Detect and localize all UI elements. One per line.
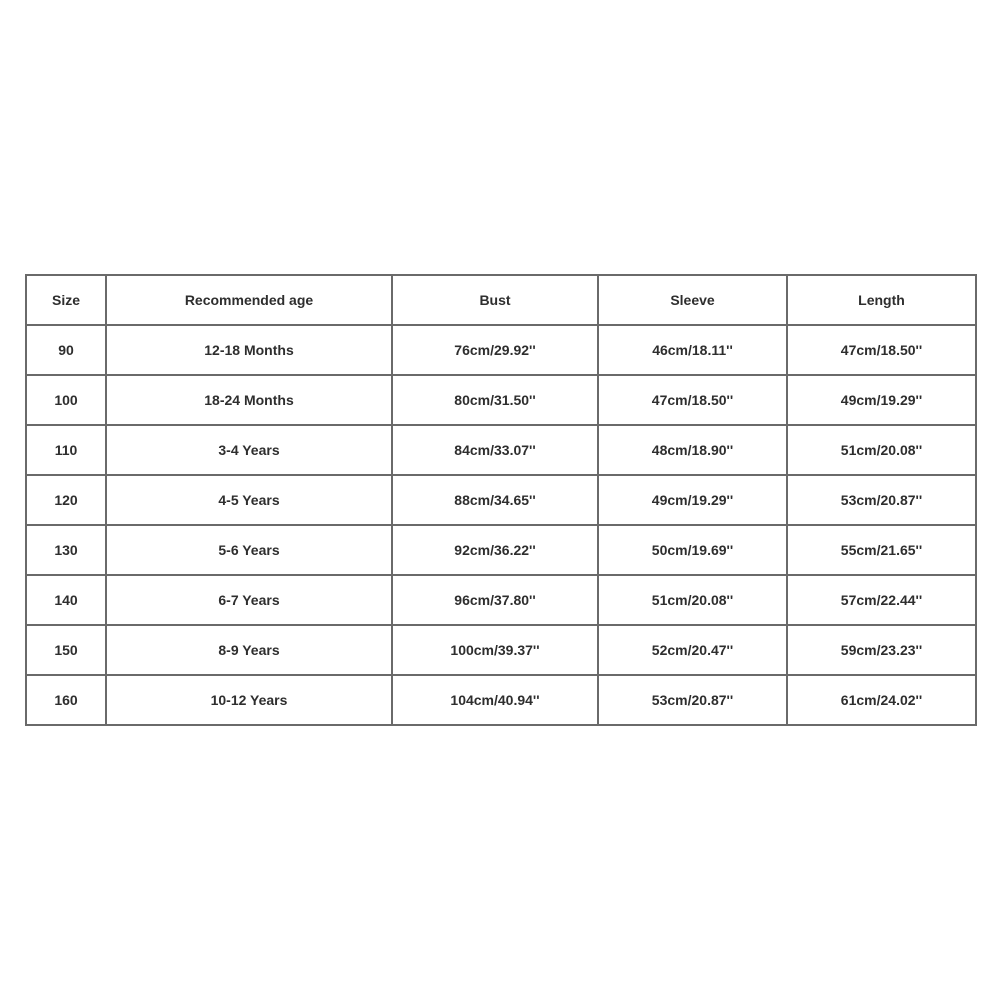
header-bust: Bust — [392, 275, 598, 325]
cell-length: 51cm/20.08'' — [787, 425, 976, 475]
table-row — [26, 625, 976, 675]
cell-size: 140 — [26, 575, 106, 625]
cell-sleeve: 46cm/18.11'' — [598, 325, 787, 375]
cell-size: 90 — [26, 325, 106, 375]
header-recommended-age: Recommended age — [106, 275, 392, 325]
cell-length: 57cm/22.44'' — [787, 575, 976, 625]
table-row — [26, 575, 976, 625]
cell-recommended-age: 12-18 Months — [106, 325, 392, 375]
cell-recommended-age: 3-4 Years — [106, 425, 392, 475]
cell-recommended-age: 4-5 Years — [106, 475, 392, 525]
header-size: Size — [26, 275, 106, 325]
cell-size: 130 — [26, 525, 106, 575]
cell-bust: 76cm/29.92'' — [392, 325, 598, 375]
cell-bust: 96cm/37.80'' — [392, 575, 598, 625]
table-row — [26, 325, 976, 375]
cell-bust: 88cm/34.65'' — [392, 475, 598, 525]
table-header-row — [26, 275, 976, 325]
table-row — [26, 425, 976, 475]
cell-sleeve: 51cm/20.08'' — [598, 575, 787, 625]
cell-recommended-age: 10-12 Years — [106, 675, 392, 725]
cell-sleeve: 53cm/20.87'' — [598, 675, 787, 725]
size-chart-table — [25, 274, 977, 726]
cell-bust: 92cm/36.22'' — [392, 525, 598, 575]
cell-length: 53cm/20.87'' — [787, 475, 976, 525]
cell-size: 160 — [26, 675, 106, 725]
cell-sleeve: 47cm/18.50'' — [598, 375, 787, 425]
cell-size: 100 — [26, 375, 106, 425]
cell-sleeve: 50cm/19.69'' — [598, 525, 787, 575]
cell-recommended-age: 18-24 Months — [106, 375, 392, 425]
cell-size: 150 — [26, 625, 106, 675]
cell-sleeve: 52cm/20.47'' — [598, 625, 787, 675]
cell-bust: 80cm/31.50'' — [392, 375, 598, 425]
cell-length: 47cm/18.50'' — [787, 325, 976, 375]
cell-recommended-age: 6-7 Years — [106, 575, 392, 625]
table-row — [26, 475, 976, 525]
cell-sleeve: 49cm/19.29'' — [598, 475, 787, 525]
cell-recommended-age: 8-9 Years — [106, 625, 392, 675]
table-row — [26, 675, 976, 725]
cell-bust: 84cm/33.07'' — [392, 425, 598, 475]
cell-sleeve: 48cm/18.90'' — [598, 425, 787, 475]
cell-bust: 100cm/39.37'' — [392, 625, 598, 675]
cell-length: 55cm/21.65'' — [787, 525, 976, 575]
cell-recommended-age: 5-6 Years — [106, 525, 392, 575]
header-sleeve: Sleeve — [598, 275, 787, 325]
cell-length: 61cm/24.02'' — [787, 675, 976, 725]
cell-length: 49cm/19.29'' — [787, 375, 976, 425]
cell-size: 120 — [26, 475, 106, 525]
cell-bust: 104cm/40.94'' — [392, 675, 598, 725]
header-length: Length — [787, 275, 976, 325]
cell-length: 59cm/23.23'' — [787, 625, 976, 675]
table-row — [26, 375, 976, 425]
table-row — [26, 525, 976, 575]
cell-size: 110 — [26, 425, 106, 475]
